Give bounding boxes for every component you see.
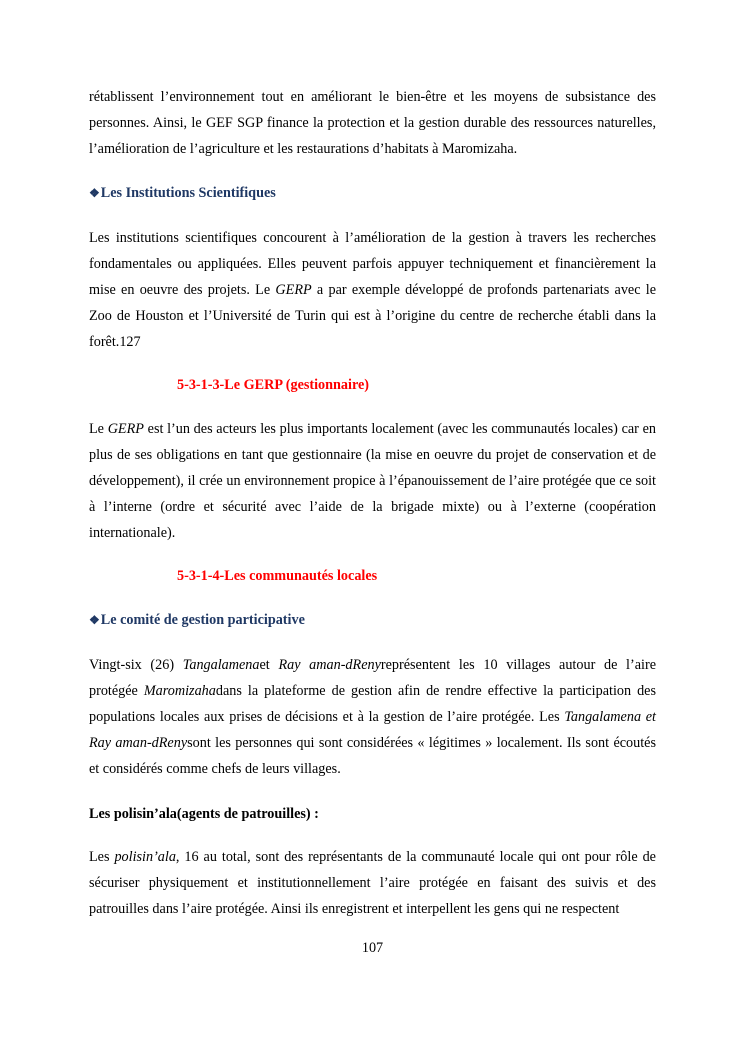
italic-term: Ray aman-dReny [278, 657, 381, 673]
italic-term: Tangalamena [182, 657, 260, 673]
paragraph-text: a par exemple développé de profonds partenariats avec le Zoo de Houston et l’Université de Turin qui est à l’origine du centre de recherche établi dans la forêt.127 [89, 282, 657, 350]
italic-term: Maromizaha [143, 683, 216, 699]
paragraph-text: Le [89, 421, 108, 437]
italic-term: Tangalamena et Ray aman-dReny [89, 709, 656, 751]
paragraph-gerp [89, 416, 656, 546]
heading-comite-gestion [89, 610, 305, 630]
paragraph-text: dans la plateforme de gestion afin de rendre effective la participation des populations locales aux prises de décisions et à la gestion de l’aire protégée. Les [89, 683, 656, 725]
paragraph-text: et [259, 657, 279, 673]
italic-term: GERP [107, 421, 144, 437]
page-number: 107 [361, 940, 384, 956]
paragraph-text: , 16 au total, sont des représentants de la communauté locale qui ont pour rôle de sécuriser physiquement et institutionnellement l’aire protégée en faisant des suivis et des patrouilles dans l’aire protégée. Ainsi ils enregistrent et interpellent les gens qui ne respectent [89, 849, 656, 917]
heading-text: Les polisin’ala(agents de patrouilles) : [89, 806, 319, 822]
heading-text: Le comité de gestion participative [100, 612, 305, 628]
diamond-bullet-icon: ❖ [89, 613, 100, 627]
paragraph-text: Vingt-six (26) [89, 657, 183, 673]
heading-polisin-ala [89, 804, 319, 824]
paragraph-text: sont les personnes qui sont considérées « légitimes » localement. Ils sont écoutés et considérés comme chefs de leurs villages. [89, 735, 656, 777]
paragraph-text: Les [89, 849, 115, 865]
italic-term: polisin’ala [114, 849, 176, 865]
paragraph-gef-sgp [89, 84, 656, 162]
heading-text: Les Institutions Scientifiques [100, 185, 276, 201]
italic-term: GERP [275, 282, 312, 298]
section-heading-communautes [177, 566, 377, 586]
paragraph-text: Les institutions scientifiques concourent à l’amélioration de la gestion à travers les recherches fondamentales ou appliquées. Elles peuvent parfois appuyer techniquement et financièrement la mise en oeuvre des projets. Le [89, 230, 656, 298]
diamond-bullet-icon: ❖ [89, 186, 100, 200]
paragraph-text: est l’un des acteurs les plus importants localement (avec les communautés locales) car en plus de ses obligations en tant que gestionnaire (la mise en oeuvre du projet de conservation et de développement), il crée un environnement propice à l’épanouissement de l’aire protégée que ce soit à l’interne (ordre et sécurité avec l’aide de la brigade mixte) ou à l’externe (coopération internationale). [89, 421, 657, 541]
paragraph-text: représentent les 10 villages autour de l’aire protégée [89, 657, 656, 699]
section-heading-gerp [177, 375, 369, 395]
heading-text: 5-3-1-3-Le GERP (gestionnaire) [177, 377, 370, 393]
paragraph-polisin-ala [89, 844, 656, 922]
paragraph-institutions [89, 225, 656, 355]
heading-institutions-scientifiques [89, 183, 276, 203]
heading-text: 5-3-1-4-Les communautés locales [177, 568, 378, 584]
paragraph-tangalamena [89, 652, 656, 782]
paragraph-text: rétablissent l’environnement tout en améliorant le bien-être et les moyens de subsistance des personnes. Ainsi, le GEF SGP finance la protection et la gestion durable des ressources naturelles, l’amélioration de l’agriculture et les restaurations d’habitats à Maromizaha. [89, 89, 656, 157]
